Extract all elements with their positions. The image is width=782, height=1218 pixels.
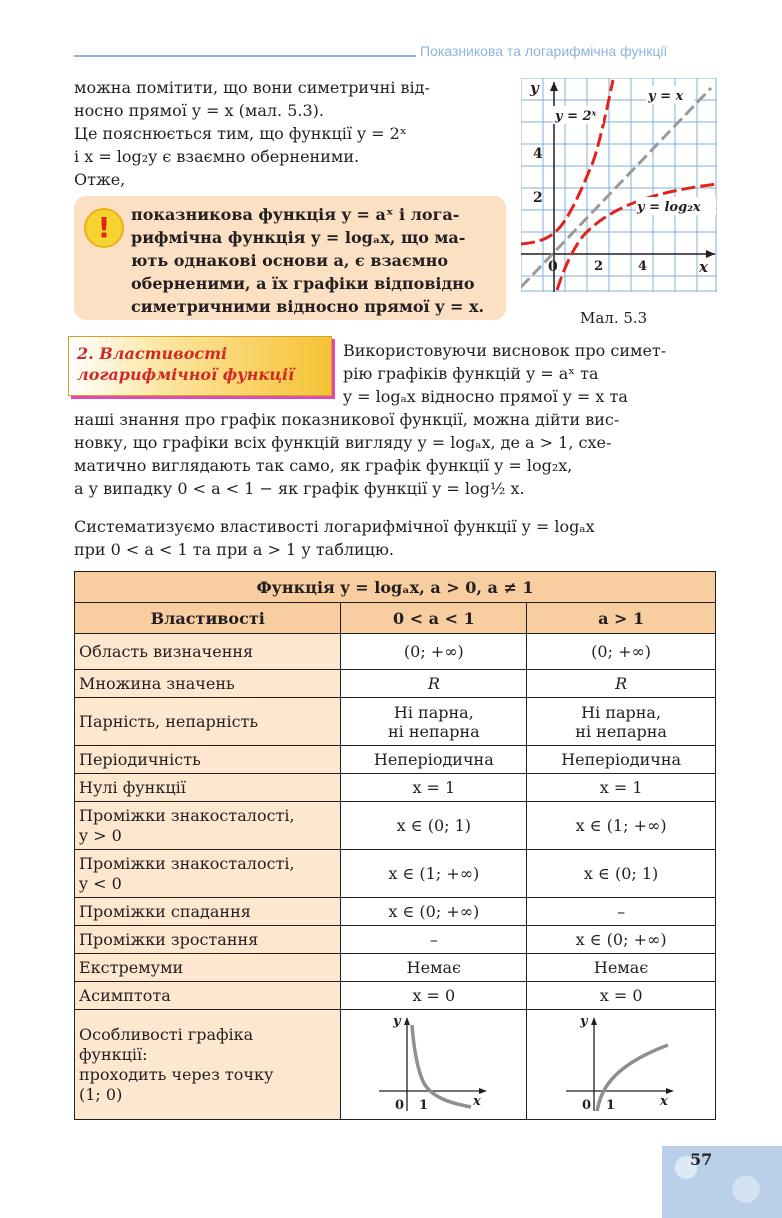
table-header-row [75, 603, 716, 634]
table-row [75, 634, 716, 670]
figure-5-3 [521, 78, 717, 292]
text-line: y = logₐx відносно прямої y = x та [343, 387, 628, 406]
value-cell: x ∈ (0; +∞) [527, 926, 716, 954]
callout-line: показникова функція y = aˣ і лога- [131, 205, 460, 224]
value-cell: – [527, 898, 716, 926]
property-cell: Періодичність [75, 746, 341, 774]
table-row [75, 954, 716, 982]
graph-cell [527, 1010, 716, 1120]
column-header: 0 < a < 1 [341, 603, 527, 634]
label-logarithmic: y = log₂x [637, 200, 701, 215]
table-row [75, 850, 716, 898]
value-cell: x = 0 [527, 982, 716, 1010]
value-cell: Ні парна, ні непарна [527, 698, 716, 746]
text-line: і x = log₂y є взаємно оберненими. [74, 147, 360, 166]
table-row [75, 802, 716, 850]
column-header: Властивості [75, 603, 341, 634]
text-line: а у випадку 0 < a < 1 − як графік функції y = log½ x. [74, 479, 525, 498]
property-cell: Нулі функції [75, 774, 341, 802]
value-cell: (0; +∞) [527, 634, 716, 670]
callout-line: ють однакові основи a, є взаємно [131, 251, 449, 270]
text-line: наші знання про графік показникової функції, можна дійти вис- [74, 410, 620, 429]
text-line: рію графіків функцій y = aˣ та [343, 364, 599, 383]
callout-text [131, 203, 495, 318]
tick-label-x-4: 4 [638, 259, 648, 274]
section-heading [68, 336, 332, 396]
value-cell: x ∈ (0; 1) [341, 802, 527, 850]
value-cell: x = 1 [341, 774, 527, 802]
x-axis-label: x [699, 258, 708, 276]
table-title-row [75, 572, 716, 603]
value-cell: Немає [341, 954, 527, 982]
table-row [75, 670, 716, 698]
text-line: новку, що графіки всіх функцій вигляду y = logₐx, де a > 1, схе- [74, 433, 612, 452]
table-row [75, 926, 716, 954]
y-axis-label: y [530, 79, 539, 97]
properties-table [74, 571, 716, 1120]
property-cell: Асимптота [75, 982, 341, 1010]
value-cell: x = 0 [341, 982, 527, 1010]
mini-x-label: x [472, 1093, 481, 1109]
tick-label-x-2: 2 [594, 259, 604, 274]
x-axis-arrow [706, 250, 715, 258]
tick-label-2: 2 [533, 190, 543, 206]
value-cell: Неперіодична [341, 746, 527, 774]
body-paragraph [74, 408, 716, 500]
text-line: Це пояснюється тим, що функції y = 2ˣ [74, 124, 407, 143]
column-header: a > 1 [527, 603, 716, 634]
value-cell: – [341, 926, 527, 954]
label-y-equals-x: y = x [648, 89, 684, 104]
mini-origin-label: 0 [582, 1097, 592, 1113]
mini-y-label: y [392, 1013, 401, 1029]
value-cell: x ∈ (1; +∞) [527, 802, 716, 850]
property-cell: Проміжки знакосталості, y < 0 [75, 850, 341, 898]
section-title: 2. Властивості логарифмічної функції [77, 344, 295, 384]
curve-exponential [521, 80, 613, 244]
value-cell: Ні парна, ні непарна [341, 698, 527, 746]
value-cell: Неперіодична [527, 746, 716, 774]
page-corner-decoration [662, 1146, 782, 1218]
mini-origin-label: 0 [394, 1097, 404, 1113]
property-cell: Множина значень [75, 670, 341, 698]
label-exponential: y = 2ˣ [555, 109, 597, 124]
value-cell: x = 1 [527, 774, 716, 802]
mini-one-label: 1 [418, 1097, 428, 1113]
page-number: 57 [690, 1150, 713, 1169]
text-line: Отже, [74, 170, 126, 189]
value-cell: x ∈ (0; 1) [527, 850, 716, 898]
summary-paragraph [74, 515, 716, 561]
property-cell: Парність, непарність [75, 698, 341, 746]
header-rule [74, 55, 416, 57]
table-row [75, 982, 716, 1010]
mini-x-label: x [660, 1093, 668, 1109]
mini-one-label: 1 [606, 1097, 616, 1113]
y-axis-arrow [550, 82, 558, 91]
text-line: носно прямої y = x (мал. 5.3). [74, 101, 324, 120]
value-cell: Немає [527, 954, 716, 982]
mini-y-label: y [580, 1013, 588, 1029]
origin-label: 0 [548, 259, 558, 275]
figure-caption: Мал. 5.3 [580, 309, 648, 327]
property-cell: Проміжки зростання [75, 926, 341, 954]
text-line: Використовуючи висновок про симет- [343, 341, 667, 360]
property-cell: Проміжки знакосталості, y > 0 [75, 802, 341, 850]
callout-line: оберненими, а їх графіки відповідно [131, 274, 475, 293]
running-header: Показникова та логарифмічна функції [420, 43, 668, 59]
text-line: Систематизуємо властивості логарифмічної функції y = logₐx [74, 517, 595, 536]
table-row [75, 698, 716, 746]
value-cell: (0; +∞) [341, 634, 527, 670]
value-cell: x ∈ (0; +∞) [341, 898, 527, 926]
exclamation-icon: ! [84, 208, 124, 248]
text-line: можна помітити, що вони симетричні від- [74, 78, 430, 97]
value-cell: R [341, 670, 527, 698]
tick-label-4: 4 [533, 146, 543, 162]
table-row [75, 1010, 716, 1120]
property-cell: Область визначення [75, 634, 341, 670]
value-cell: x ∈ (1; +∞) [341, 850, 527, 898]
property-cell: Особливості графіка функції: проходить через точку (1; 0) [75, 1010, 341, 1120]
table-title: Функція y = logₐx, a > 0, a ≠ 1 [75, 572, 716, 603]
callout-line: симетричними відносно прямої y = x. [131, 297, 485, 316]
graph-cell [341, 1010, 527, 1120]
property-cell: Екстремуми [75, 954, 341, 982]
text-line: матично виглядають так само, як графік функції y = log₂x, [74, 456, 573, 475]
decreasing-log-graph [379, 1013, 489, 1113]
property-cell: Проміжки спадання [75, 898, 341, 926]
value-cell: R [527, 670, 716, 698]
text-line: при 0 < a < 1 та при a > 1 у таблицю. [74, 540, 394, 559]
callout-line: рифмічна функція y = logₐx, що ма- [131, 228, 466, 247]
table-row [75, 746, 716, 774]
increasing-log-graph [566, 1013, 676, 1113]
table-row [75, 898, 716, 926]
table-row [75, 774, 716, 802]
body-paragraph-top [343, 339, 716, 408]
intro-paragraph [74, 76, 504, 191]
